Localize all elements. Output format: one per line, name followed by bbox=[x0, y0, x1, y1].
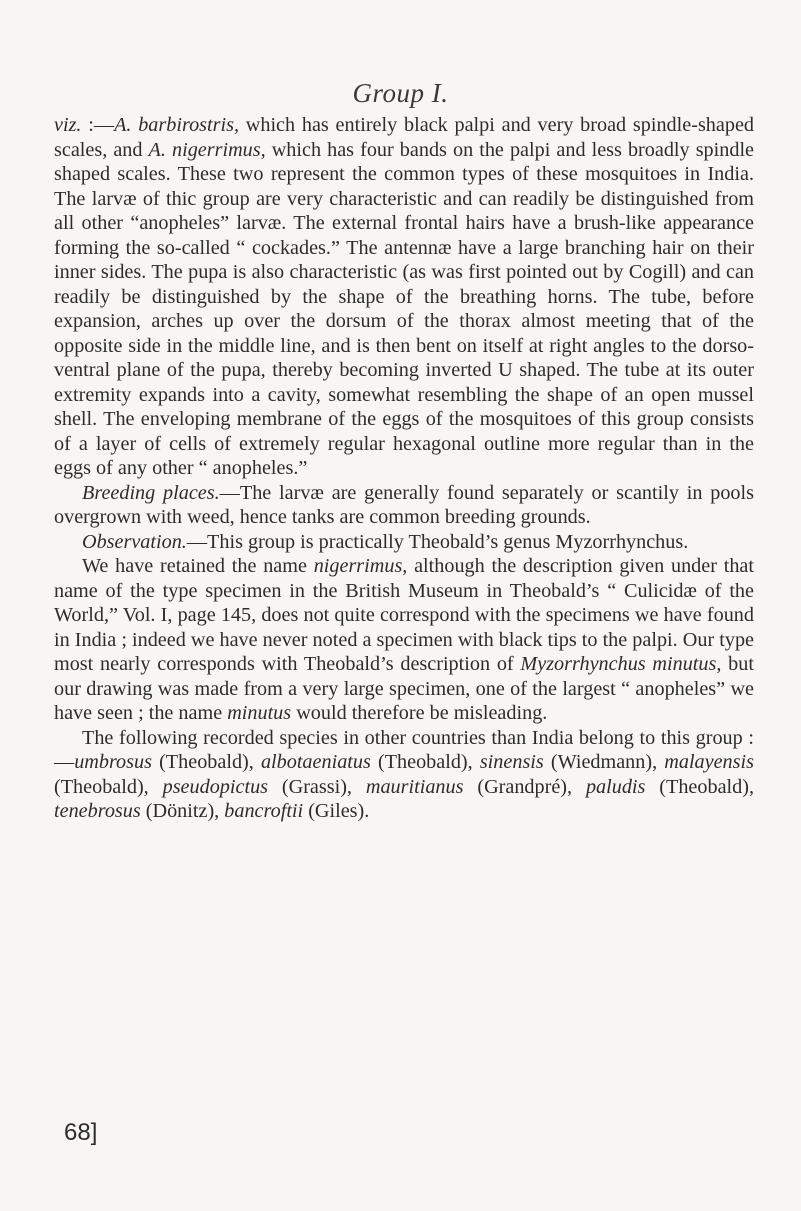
text-run: but our drawing was made from a very large specimen, one of the largest “ anopheles” we have seen ; the name bbox=[54, 653, 754, 724]
italic-text-run: pseudopictus bbox=[162, 775, 269, 798]
text-run: (Giles). bbox=[303, 800, 370, 822]
italic-text-run: tenebrosus bbox=[54, 800, 141, 822]
italic-text-run: A. nigerrimus, bbox=[148, 138, 266, 161]
italic-text-run: minutus bbox=[227, 702, 292, 724]
paragraph-breeding-places bbox=[54, 481, 754, 530]
italic-text-run: umbrosus bbox=[74, 751, 152, 773]
text-run: (Theobald), bbox=[645, 775, 755, 798]
page-number: 68] bbox=[64, 1119, 98, 1146]
text-run: (Grandpré), bbox=[463, 775, 586, 798]
italic-text-run: sinensis bbox=[479, 751, 544, 773]
text-run: —The larvæ are generally found separately or scantily in pools overgrown with weed, hence tanks are common breeding grounds. bbox=[54, 481, 754, 528]
text-run: (Dönitz), bbox=[140, 800, 225, 822]
paragraph-nigerrimus-note bbox=[54, 554, 754, 726]
italic-text-run: mauritianus bbox=[365, 775, 464, 798]
italic-text-run: viz. bbox=[54, 114, 82, 136]
text-run: (Grassi), bbox=[268, 775, 366, 798]
paragraph-observation bbox=[54, 530, 754, 555]
italic-text-run: albotaeniatus bbox=[260, 751, 371, 773]
italic-text-run: nigerrimus, bbox=[313, 555, 408, 577]
running-header: Group I. bbox=[352, 78, 449, 108]
text-run: —This group is practically Theobald’s genus Myzorrhynchus. bbox=[186, 530, 689, 553]
italic-text-run: Breeding places. bbox=[82, 481, 220, 504]
italic-text-run: A. barbirostris, bbox=[114, 114, 239, 136]
text-run: (Theobald), bbox=[151, 751, 261, 773]
italic-text-run: Observation. bbox=[82, 530, 187, 553]
italic-text-run: paludis bbox=[585, 775, 646, 798]
text-run: (Theobald), bbox=[54, 775, 163, 798]
text-run: (Theobald), bbox=[370, 751, 480, 773]
italic-text-run: Myzorrhynchus minutus, bbox=[520, 653, 722, 675]
text-run: We have retained the name bbox=[82, 555, 314, 577]
italic-text-run: bancroftii bbox=[224, 800, 304, 822]
italic-text-run: malayensis bbox=[664, 751, 754, 773]
paragraph-1 bbox=[54, 113, 754, 481]
text-run: which has entirely black palpi and very broad spindle-shaped scales, and bbox=[54, 114, 755, 161]
paragraph-other-species bbox=[54, 726, 754, 824]
text-run: (Wiedmann), bbox=[543, 751, 665, 773]
text-run: would therefore be misleading. bbox=[291, 702, 548, 724]
body-text bbox=[54, 113, 754, 824]
text-run: :— bbox=[81, 114, 115, 136]
text-run: The following recorded species in other countries than India belong to this group :— bbox=[54, 726, 754, 773]
text-run: although the description given under that name of the type specimen in the British Museum in Theobald’s “ Culicidæ of the World,” Vol. I, page 145, does not quite correspond with the specimens we have found in India ; indeed we have never noted a specimen with black tips to the palpi. Our type most nearly corresponds with Theobald’s description of bbox=[54, 555, 754, 675]
text-run: which has four bands on the palpi and less broadly spindle shaped scales. These two represent the common types of these mosquitoes in India. The larvæ of thic group are very characteristic and can readily be distinguished from all other “anopheles” larvæ. The external frontal hairs have a brush-like appearance forming the so-called “ cockades.” The antennæ have a large branching hair on their inner sides. The pupa is also characteristic (as was first pointed out by Cogill) and can readily be distinguished by the shape of the breathing horns. The tube, before expansion, arches up over the dorsum of the thorax almost meeting that of the opposite side in the middle line, and is then bent on itself at right angles to the dorso-ventral plane of the pupa, thereby becoming inverted U shaped. The tube at its outer extremity expands into a cavity, somewhat resembling the shape of an open mussel shell. The enveloping membrane of the eggs of the mosquitoes of this group consists of a layer of cells of extremely regular hexagonal outline more regular than in the eggs of any other “ anopheles.” bbox=[54, 138, 755, 479]
